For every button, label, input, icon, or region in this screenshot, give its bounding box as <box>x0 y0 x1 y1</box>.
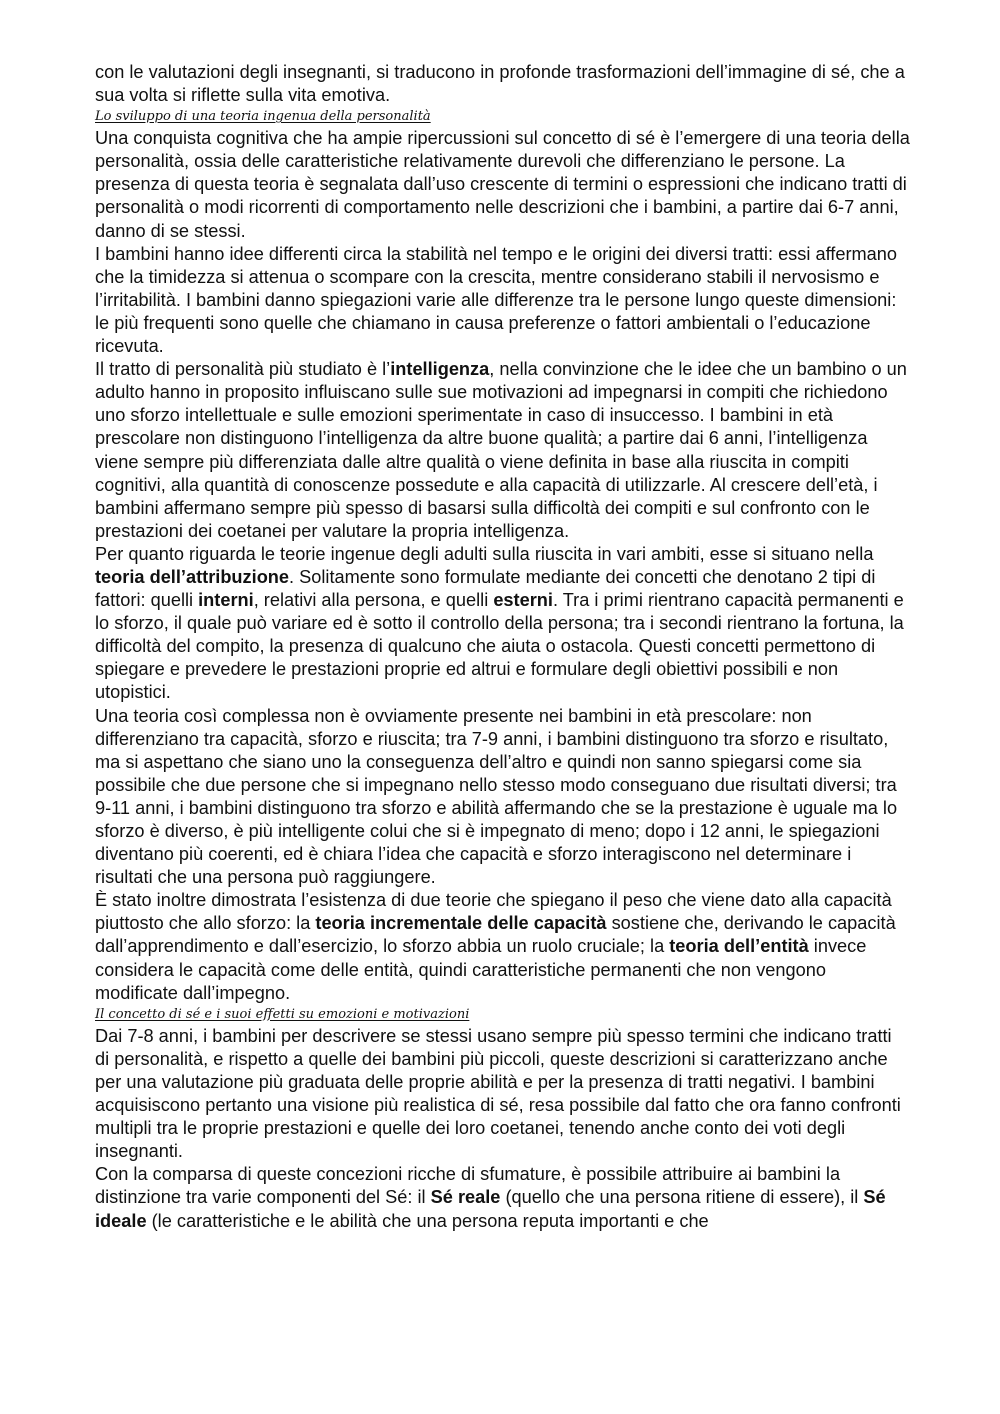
bold-term-intelligence: intelligenza <box>390 359 490 380</box>
text-run: , relativi alla persona, e quelli <box>253 590 494 611</box>
paragraph-two-theories <box>95 889 910 1004</box>
paragraph-self-description: Dai 7-8 anni, i bambini per descrivere se stessi usano sempre più spesso termini che indicano tratti di personalità, e rispetto a quelle dei bambini più piccoli, queste descrizioni si caratterizzano anche per una valutazione più graduata delle proprie abilità e per la presenza di tratti negativi. I bambini acquisiscono pertanto una visione più realistica di sé, resa possibile dal fatto che ora fanno confronti multipli tra le proprie prestazioni e quelle dei loro coetanei, tenendo anche conto dei voti degli insegnanti. <box>95 1025 901 1162</box>
paragraph-personality-theory: Una conquista cognitiva che ha ampie ripercussioni sul concetto di sé è l’emergere di una teoria della personalità, ossia delle caratteristiche relativamente durevoli che differenziano le persone. La presenza di questa teoria è segnalata dall’uso crescente di termini o espressioni che indicano tratti di personalità o modi ricorrenti di comportamento nelle descrizioni che i bambini, a partire dai 6-7 anni, danno di se stessi. <box>95 128 910 241</box>
text-run: (le caratteristiche e le abilità che una persona reputa importanti e che <box>146 1210 709 1231</box>
text-run: Per quanto riguarda le teorie ingenue degli adulti sulla riuscita in vari ambiti, esse si situano nella <box>95 543 874 564</box>
text-run: invece considera le capacità come delle entità, quindi caratteristiche permanenti che non vengono modificate dall’impegno. <box>95 936 867 1003</box>
paragraph-developmental-stages: Una teoria così complessa non è ovviamente presente nei bambini in età prescolare: non differenziano tra capacità, sforzo e riuscita; tra 7-9 anni, i bambini distinguono tra sforzo e risultato, ma si aspettano che siano uno la conseguenza dell’altro e quindi non sanno spiegarsi come sia possibile che due persone che si impegnano nello stesso modo conseguano due risultati diversi; tra 9-11 anni, i bambini distinguono tra sforzo e abilità affermando che se la prestazione è uguale ma lo sforzo è diverso, è più intelligente colui che si è impegnato di meno; dopo i 12 anni, le spiegazioni diventano più coerenti, ed è chiara l’idea che capacità e sforzo interagiscono nel determinare i risultati che una persona può raggiungere. <box>95 705 898 888</box>
text-run: È stato inoltre dimostrata l’esistenza di due teorie che spiegano il peso che viene dato alla capacità piuttosto che allo sforzo: la <box>95 890 892 934</box>
paragraph-intro: con le valutazioni degli insegnanti, si traducono in profonde trasformazioni dell’immagine di sé, che a sua volta si riflette sulla vita emotiva. <box>95 62 905 106</box>
bold-term-ideal-self: Sé ideale <box>95 1187 886 1231</box>
paragraph-self-components <box>95 1163 910 1232</box>
bold-term-real-self: Sé reale <box>430 1187 501 1208</box>
text-run: . Solitamente sono formulate mediante dei concetti che denotano 2 tipi di fattori: quelli <box>95 566 876 611</box>
paragraph-attribution-theory <box>95 543 910 705</box>
paragraph-intelligence <box>95 358 910 543</box>
bold-term-attribution-theory: teoria dell’attribuzione <box>95 566 290 587</box>
section-heading-self-concept: Il concetto di sé e i suoi effetti su emozioni e motivazioni <box>95 1006 470 1022</box>
bold-term-incremental-theory: teoria incrementale delle capacità <box>315 913 607 934</box>
text-run: Il tratto di personalità più studiato è l’ <box>95 359 391 380</box>
text-run: , nella convinzione che le idee che un bambino o un adulto hanno in proposito influiscano sulle sue motivazioni ad impegnarsi in compiti che richiedono uno sforzo intellettuale e sulle emozioni sperimentate in caso di insuccesso. I bambini in età prescolare non distinguono l’intelligenza da altre buone qualità; a partire dai 6 anni, l’intelligenza viene sempre più differenziata dalle altre qualità o viene definita in base alla riuscita in compiti cognitivi, alla quantità di conoscenze possedute e alla capacità di utilizzarle. Al crescere dell’età, i bambini affermano sempre più spesso di basarsi sulla difficoltà dei compiti e sul confronto con le prestazioni dei coetanei per valutare la propria intelligenza. <box>95 359 907 541</box>
text-run: . Tra i primi rientrano capacità permanenti e lo sforzo, il quale può variare ed è sotto il controllo della persona; tra i secondi rientrano la fortuna, la difficoltà del compito, la presenza di qualcuno che aiuta o ostacola. Questi concetti permettono di spiegare e prevedere le prestazioni proprie ed altrui e formulare degli obiettivi possibili e non utopistici. <box>95 590 904 703</box>
bold-term-entity-theory: teoria dell’entità <box>669 936 809 957</box>
section-heading-personality-theory: Lo sviluppo di una teoria ingenua della personalità <box>95 109 431 125</box>
paragraph-trait-stability: I bambini hanno idee differenti circa la stabilità nel tempo e le origini dei diversi tratti: essi affermano che la timidezza si attenua o scompare con la crescita, mentre considerano stabili il nervosismo e l’irritabilità. I bambini danno spiegazioni varie alle differenze tra le persone lungo queste dimensioni: le più frequenti sono quelle che chiamano in causa preferenze o fattori ambientali o l’educazione ricevuta. <box>95 243 898 357</box>
text-run: (quello che una persona ritiene di essere), il <box>500 1187 864 1208</box>
bold-term-internal: interni <box>198 590 254 611</box>
text-run: Con la comparsa di queste concezioni ricche di sfumature, è possibile attribuire ai bambini la distinzione tra varie componenti del Sé: il <box>95 1164 841 1208</box>
text-run: sostiene che, derivando le capacità dall’apprendimento e dall’esercizio, lo sforzo abbia un ruolo cruciale; la <box>95 913 896 957</box>
bold-term-external: esterni <box>493 590 553 611</box>
document-page <box>95 61 910 1233</box>
